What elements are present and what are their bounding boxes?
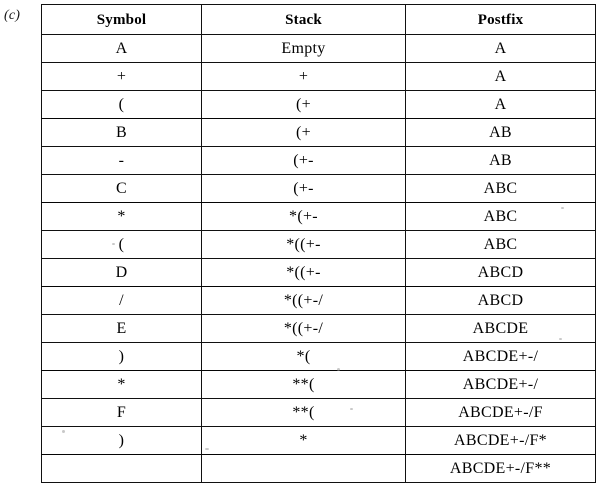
- cell-symbol: (: [42, 91, 202, 119]
- table-header: [42, 5, 596, 35]
- cell-stack: **(: [202, 399, 406, 427]
- table-row: [42, 63, 596, 91]
- cell-symbol: /: [42, 287, 202, 315]
- cell-postfix: ABC: [406, 203, 596, 231]
- cell-stack: *(+-: [202, 203, 406, 231]
- cell-symbol: *: [42, 371, 202, 399]
- table-row: [42, 343, 596, 371]
- cell-stack: *((+-/: [202, 315, 406, 343]
- column-header-symbol: Symbol: [42, 5, 202, 35]
- column-header-postfix: Postfix: [406, 5, 596, 35]
- cell-symbol: E: [42, 315, 202, 343]
- table-header-row: [42, 5, 596, 35]
- cell-postfix: AB: [406, 119, 596, 147]
- infix-to-postfix-trace-table: [41, 4, 596, 483]
- cell-postfix: ABCDE+-/F*: [406, 427, 596, 455]
- cell-symbol: ): [42, 427, 202, 455]
- cell-postfix: ABC: [406, 231, 596, 259]
- cell-stack: [202, 455, 406, 483]
- table-row: [42, 231, 596, 259]
- cell-stack: *((+-: [202, 259, 406, 287]
- cell-postfix: A: [406, 91, 596, 119]
- cell-symbol: -: [42, 147, 202, 175]
- cell-postfix: A: [406, 63, 596, 91]
- cell-stack: *((+-: [202, 231, 406, 259]
- cell-postfix: ABCDE+-/: [406, 343, 596, 371]
- table-row: [42, 371, 596, 399]
- cell-symbol: A: [42, 35, 202, 63]
- cell-stack: *: [202, 427, 406, 455]
- trace-table-container: [41, 4, 595, 477]
- cell-stack: +: [202, 63, 406, 91]
- cell-stack: (+: [202, 119, 406, 147]
- table-row: [42, 455, 596, 483]
- cell-symbol: C: [42, 175, 202, 203]
- table-row: [42, 147, 596, 175]
- cell-postfix: ABCDE+-/: [406, 371, 596, 399]
- table-row: [42, 203, 596, 231]
- cell-postfix: ABC: [406, 175, 596, 203]
- cell-postfix: A: [406, 35, 596, 63]
- cell-stack: Empty: [202, 35, 406, 63]
- cell-stack: **(: [202, 371, 406, 399]
- cell-postfix: ABCD: [406, 259, 596, 287]
- cell-postfix: AB: [406, 147, 596, 175]
- table-row: [42, 287, 596, 315]
- table-row: [42, 259, 596, 287]
- cell-symbol: D: [42, 259, 202, 287]
- cell-symbol: +: [42, 63, 202, 91]
- table-row: [42, 399, 596, 427]
- cell-postfix: ABCDE+-/F: [406, 399, 596, 427]
- cell-stack: (+-: [202, 147, 406, 175]
- figure-part-label: (c): [4, 8, 21, 23]
- column-header-stack: Stack: [202, 5, 406, 35]
- table-row: [42, 315, 596, 343]
- table-row: [42, 91, 596, 119]
- cell-stack: (+-: [202, 175, 406, 203]
- cell-symbol: F: [42, 399, 202, 427]
- cell-postfix: ABCD: [406, 287, 596, 315]
- cell-stack: *((+-/: [202, 287, 406, 315]
- cell-postfix: ABCDE: [406, 315, 596, 343]
- table-row: [42, 35, 596, 63]
- cell-postfix: ABCDE+-/F**: [406, 455, 596, 483]
- cell-symbol: [42, 455, 202, 483]
- cell-symbol: (: [42, 231, 202, 259]
- cell-stack: *(: [202, 343, 406, 371]
- table-row: [42, 427, 596, 455]
- table-body: [42, 35, 596, 483]
- cell-symbol: B: [42, 119, 202, 147]
- table-row: [42, 119, 596, 147]
- cell-symbol: *: [42, 203, 202, 231]
- table-row: [42, 175, 596, 203]
- cell-symbol: ): [42, 343, 202, 371]
- cell-stack: (+: [202, 91, 406, 119]
